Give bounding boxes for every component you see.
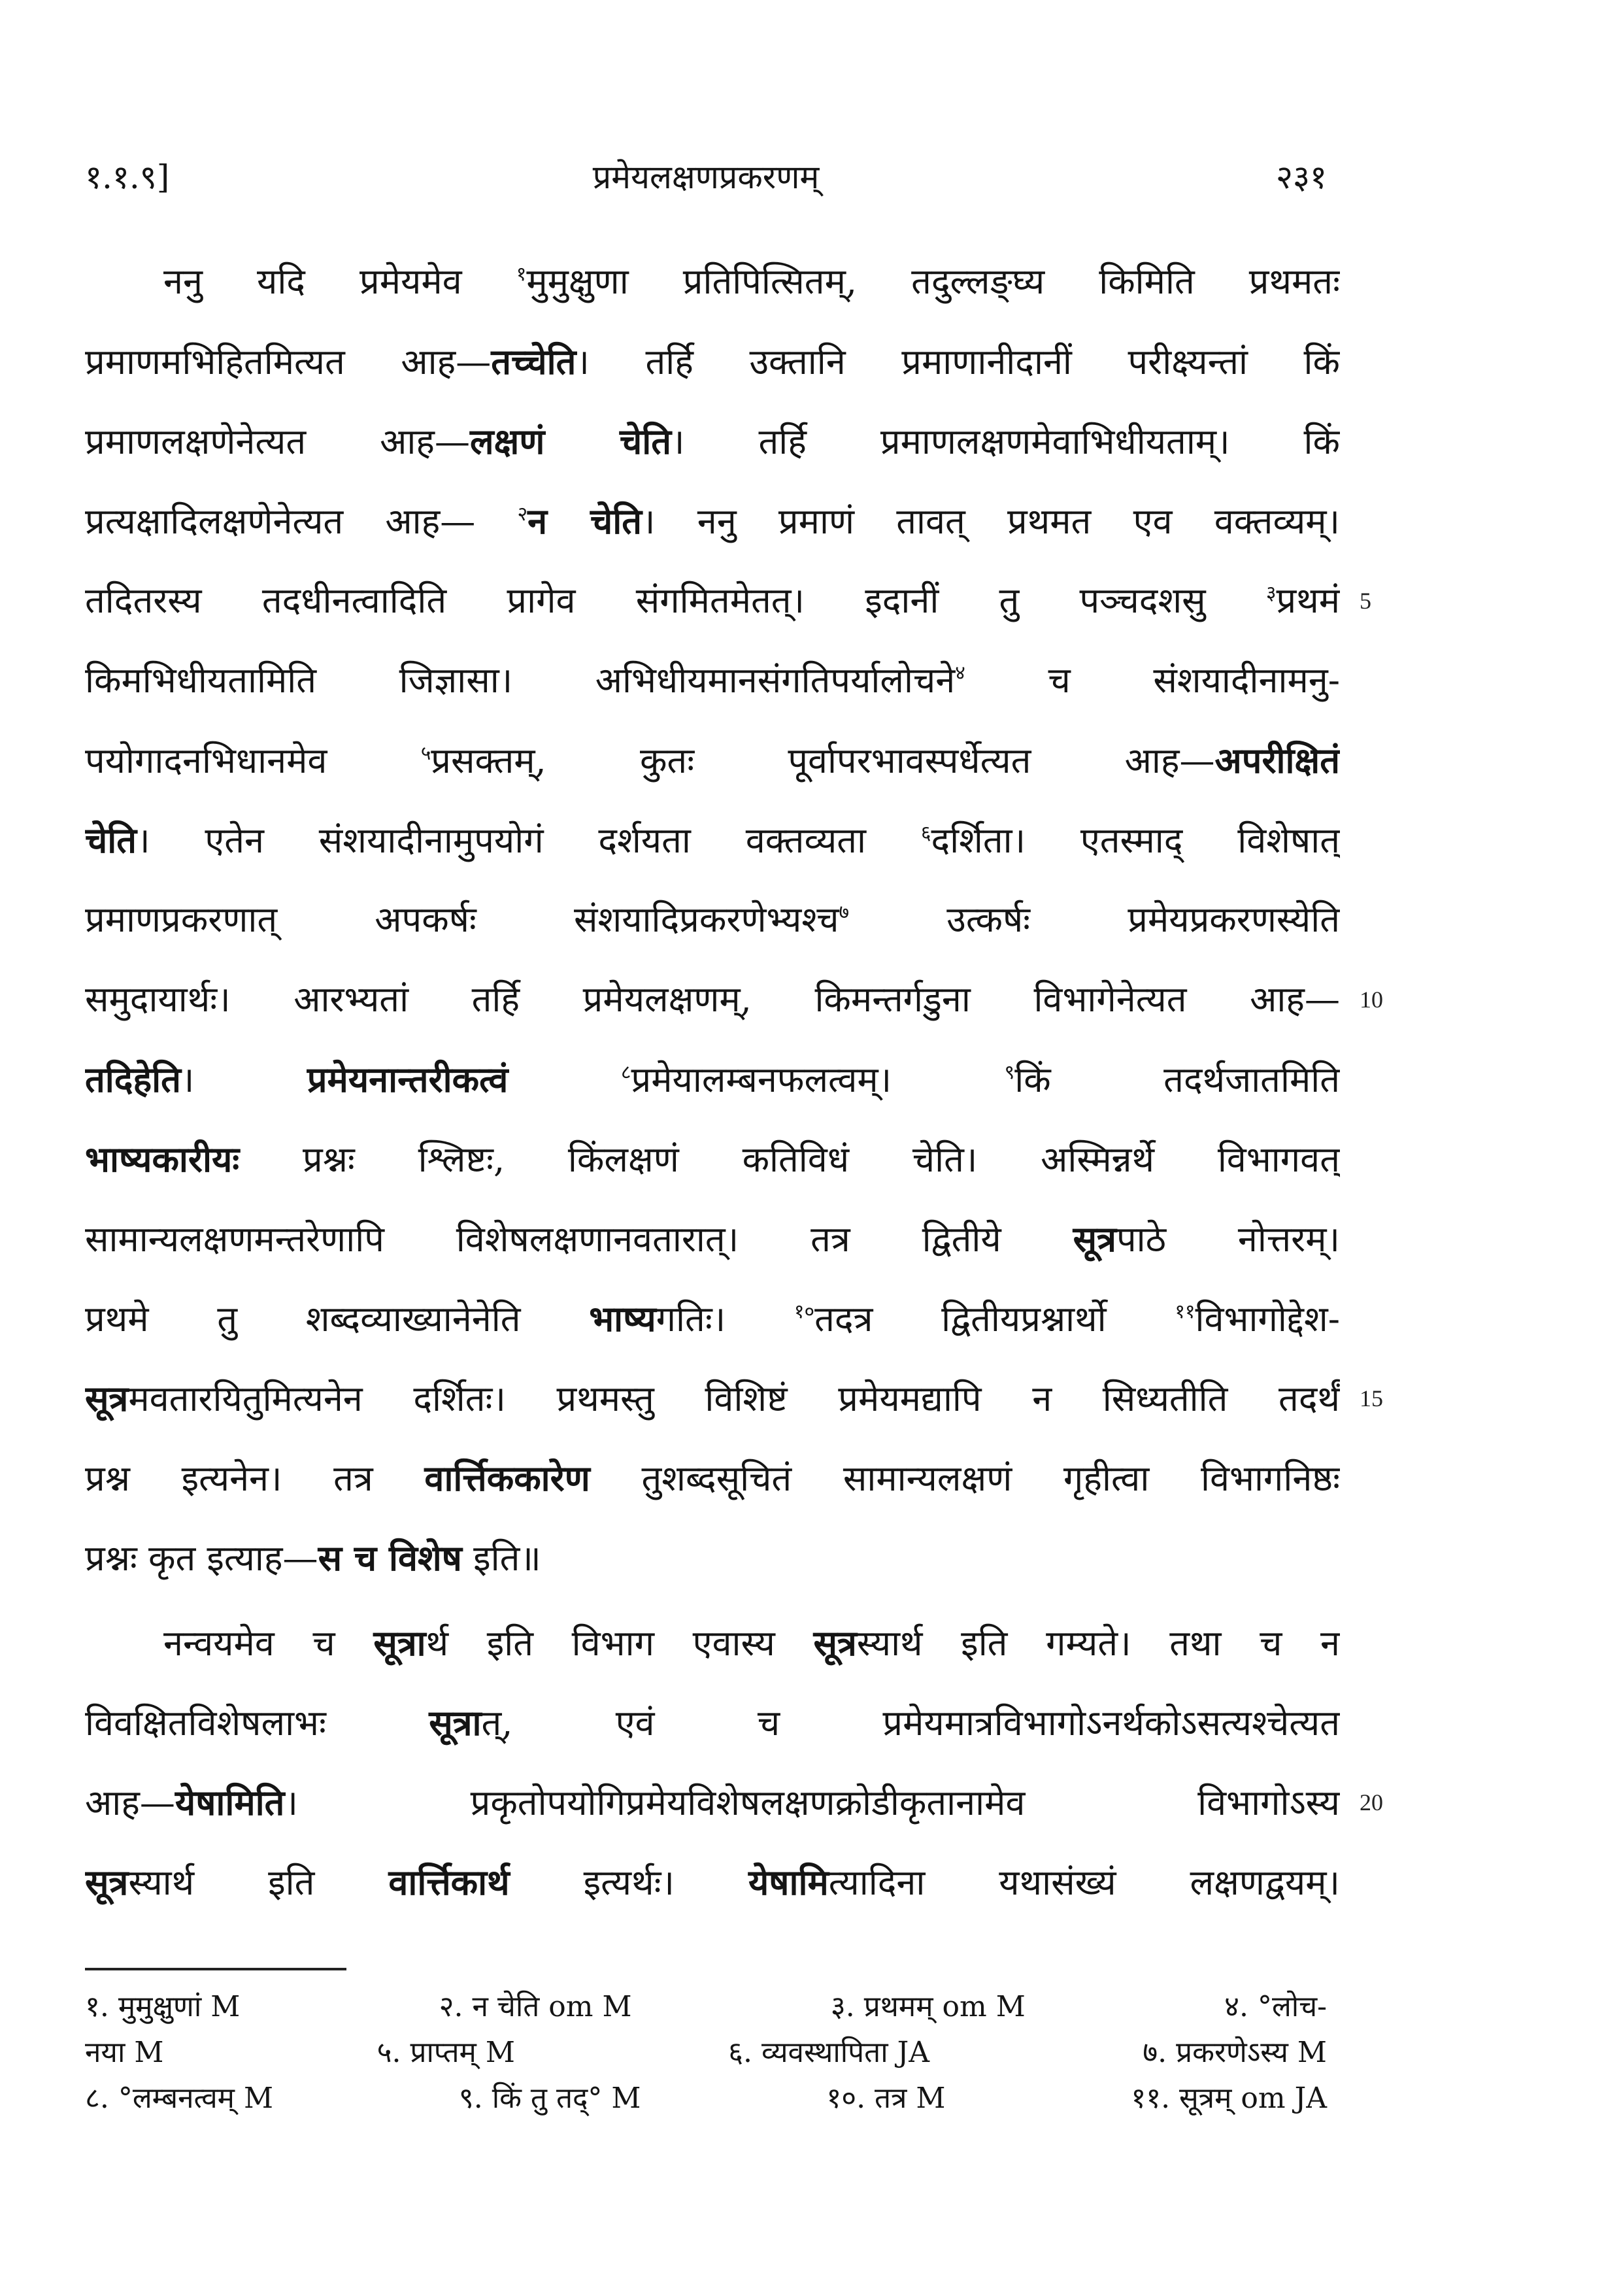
- bold-term: सूत्रा: [373, 1622, 426, 1664]
- line-number: 15: [1360, 1385, 1383, 1411]
- text-line: [85, 1518, 1340, 1598]
- bold-term: न चेति: [527, 500, 643, 542]
- text-run: प्रमाणप्रकरणात् अपकर्षः संशयादिप्रकरणेभ्यश्च: [85, 899, 839, 940]
- paragraph-gap: [85, 1598, 1340, 1603]
- text-line: [85, 1842, 1340, 1922]
- bold-term: भाष्यकारीयः: [85, 1138, 240, 1180]
- text-line: [85, 1119, 1340, 1199]
- text-run: इति॥: [461, 1538, 541, 1579]
- text-line: [85, 322, 1340, 401]
- text-run: प्रमाणलक्षणेनेत्यत आह—: [85, 421, 470, 462]
- footnote: ८. °लम्बनत्वम् M: [85, 2082, 274, 2115]
- text-run: प्रमेयालम्बनफलत्वम्।: [631, 1059, 1005, 1100]
- text-run: । एतेन संशयादीनामुपयोगं दर्शयता वक्तव्यता: [137, 820, 921, 861]
- text-run: च संशयादीनामनु-: [965, 660, 1340, 701]
- footnote-marker: ११: [1175, 1300, 1195, 1323]
- footnote: ११. सूत्रम् om JA: [1131, 2082, 1327, 2115]
- footnote-marker: २: [517, 503, 528, 526]
- bold-term: सूत्र: [813, 1622, 857, 1664]
- bold-term: वार्त्तिकार्थ: [388, 1861, 510, 1903]
- text-line: [85, 1438, 1340, 1518]
- bold-term: लक्षणं चेति: [469, 420, 672, 462]
- text-run: प्रश्न इत्यनेन। तत्र: [85, 1458, 425, 1499]
- text-run: नन्वयमेव च: [163, 1623, 374, 1664]
- text-run: ननु यदि प्रमेयमेव: [163, 261, 516, 302]
- line-number: 10: [1360, 987, 1383, 1013]
- text-run: दर्शिता। एतस्माद् विशेषात्: [931, 820, 1340, 861]
- text-run: तुशब्दसूचितं सामान्यलक्षणं गृहीत्वा विभागनिष्ठः: [590, 1458, 1340, 1499]
- bold-term: सूत्र: [85, 1861, 129, 1903]
- footnotes: [85, 1984, 1327, 2121]
- bold-term: सूत्रा: [429, 1702, 482, 1744]
- text-run: उत्कर्षः प्रमेयप्रकरणस्येति: [849, 899, 1340, 940]
- footnote-row: [85, 1984, 1327, 2030]
- text-run: प्रथमे तु शब्दव्याख्यानेनेति: [85, 1298, 590, 1340]
- text-line: [85, 641, 1340, 720]
- bold-term: वार्त्तिककारेण: [424, 1457, 590, 1499]
- bold-term: स च विशेष: [318, 1537, 462, 1579]
- text-run: र्थ इति विभाग एवास्य: [426, 1623, 814, 1664]
- footnote: नया M: [85, 2036, 164, 2069]
- footnote-marker: ३: [1265, 582, 1277, 605]
- text-run: पयोगादनभिधानमेव: [85, 740, 421, 781]
- footnote-marker: ४: [955, 662, 965, 684]
- text-run: सामान्यलक्षणमन्तरेणापि विशेषलक्षणानवतारात्। तत्र द्वितीये: [85, 1219, 1073, 1260]
- text-line: [85, 1199, 1340, 1279]
- text-run: पाठे नोत्तरम्।: [1116, 1219, 1340, 1260]
- text-run: किं तदर्थजातमिति: [1014, 1059, 1340, 1100]
- footnote-marker: १: [516, 263, 527, 286]
- footnote: ६. व्यवस्थापिता JA: [728, 2036, 930, 2069]
- text-run: प्रश्नः कृत इत्याह—: [85, 1538, 318, 1579]
- footnote: ९. किं तु तद्° M: [458, 2082, 641, 2115]
- text-run: । तर्हि प्रमाणलक्षणमेवाभिधीयताम्। किं: [671, 421, 1340, 462]
- text-line: [85, 1603, 1340, 1683]
- text-run: [508, 1059, 620, 1100]
- text-line: [85, 720, 1340, 800]
- text-line: [85, 1763, 1340, 1842]
- text-line: [85, 561, 1340, 641]
- page-number: २३१: [1276, 158, 1327, 196]
- main-text: [85, 242, 1383, 1922]
- bold-term: तच्चेति: [491, 341, 577, 382]
- page-title: प्रमेयलक्षणप्रकरणम्: [592, 158, 820, 196]
- bold-term: अपरीक्षितं: [1214, 739, 1340, 781]
- text-line: [85, 1279, 1340, 1359]
- text-run: किमभिधीयतामिति जिज्ञासा। अभिधीयमानसंगतिपर्यालोचने: [85, 660, 956, 701]
- text-run: स्यार्थ इति: [128, 1862, 389, 1903]
- footnote: २. न चेति om M: [439, 1990, 632, 2023]
- footnote-marker: १०: [794, 1300, 815, 1323]
- text-run: समुदायार्थः। आरभ्यतां तर्हि प्रमेयलक्षणम्, किमन्तर्गडुना विभागेनेत्यत आह—: [85, 979, 1340, 1020]
- section-reference: १.१.९]: [85, 158, 170, 196]
- text-run: स्यार्थ इति गम्यते। तथा च न: [856, 1623, 1340, 1664]
- text-run: । तर्हि उक्तानि प्रमाणानीदानीं परीक्ष्यन्तां किं: [576, 341, 1340, 382]
- text-run: प्रथमं: [1276, 580, 1340, 621]
- footnote-marker: ९: [1004, 1061, 1015, 1084]
- footnote: ७. प्रकरणेऽस्य M: [1143, 2036, 1327, 2069]
- text-run: विभागोद्देश-: [1195, 1298, 1340, 1340]
- footnote-rule: [85, 1968, 346, 1970]
- text-run: । ननु प्रमाणं तावत् प्रथमत एव वक्तव्यम्।: [642, 501, 1340, 542]
- text-line: [85, 800, 1340, 880]
- text-run: ।: [180, 1059, 307, 1100]
- footnote-row: [85, 2030, 1327, 2076]
- bold-term: येषामि: [748, 1861, 829, 1903]
- text-run: प्रसक्तम्, कुतः पूर्वापरभावस्पर्धेत्यत आह—: [431, 740, 1215, 781]
- text-run: तदत्र द्वितीयप्रश्नार्थो: [814, 1298, 1175, 1340]
- text-run: इत्यर्थः।: [509, 1862, 748, 1903]
- text-run: विवक्षितविशेषलाभः: [85, 1702, 429, 1744]
- line-number: 5: [1360, 588, 1371, 614]
- text-line: [85, 1359, 1340, 1438]
- bold-term: येषामिति: [175, 1781, 285, 1823]
- text-run: प्रत्यक्षादिलक्षणेनेत्यत आह—: [85, 501, 518, 542]
- text-run: त्, एवं च प्रमेयमात्रविभागोऽनर्थकोऽसत्यश्चेत्यत: [481, 1702, 1340, 1744]
- bold-term: सूत्र: [1073, 1218, 1116, 1260]
- line-number: 20: [1360, 1789, 1383, 1815]
- bold-term: चेति: [85, 819, 137, 861]
- text-line: [85, 960, 1340, 1039]
- footnote: ४. °लोच-: [1224, 1990, 1327, 2023]
- bold-term: सूत्र: [85, 1377, 129, 1419]
- running-header: [85, 154, 1327, 206]
- footnote-marker: ५: [420, 742, 431, 765]
- text-run: तदितरस्य तदधीनत्वादिति प्रागेव संगमितमेतत्। इदानीं तु पञ्चदशसु: [85, 580, 1266, 621]
- footnote: १०. तत्र M: [826, 2082, 946, 2115]
- bold-term: भाष्य: [589, 1298, 656, 1340]
- text-run: गतिः।: [656, 1298, 794, 1340]
- text-run: आह—: [85, 1782, 175, 1823]
- text-run: मवतारयितुमित्यनेन दर्शितः। प्रथमस्तु विशिष्टं प्रमेयमद्यापि न सिध्यतीति तदर्थं: [128, 1378, 1340, 1419]
- bold-term: तदिहेति: [85, 1058, 181, 1100]
- bold-term: प्रमेयनान्तरीकत्वं: [307, 1058, 509, 1100]
- footnote: ५. प्राप्तम् M: [376, 2036, 515, 2069]
- footnote-marker: ८: [620, 1061, 631, 1084]
- footnote: १. मुमुक्षुणां M: [85, 1990, 241, 2023]
- text-run: मुमुक्षुणा प्रतिपित्सितम्, तदुल्लङ्घ्य किमिति प्रथमतः: [526, 261, 1340, 302]
- footnote-marker: ६: [920, 822, 931, 845]
- footnote-row: [85, 2076, 1327, 2121]
- footnote: ३. प्रथमम् om M: [830, 1990, 1026, 2023]
- text-line: [85, 481, 1340, 561]
- text-line: [85, 1683, 1340, 1763]
- text-line: [85, 880, 1340, 960]
- text-line: [85, 401, 1340, 481]
- text-line: [85, 242, 1340, 322]
- text-run: । प्रकृतोपयोगिप्रमेयविशेषलक्षणक्रोडीकृतानामेव विभागोऽस्य: [284, 1782, 1340, 1823]
- text-run: त्यादिना यथासंख्यं लक्षणद्वयम्।: [828, 1862, 1340, 1903]
- footnote-marker: ७: [839, 901, 850, 924]
- text-line: [85, 1039, 1340, 1119]
- text-run: प्रश्नः श्लिष्टः, किंलक्षणं कतिविधं चेति। अस्मिन्नर्थे विभागवत्: [239, 1139, 1340, 1180]
- text-run: प्रमाणमभिहितमित्यत आह—: [85, 341, 492, 382]
